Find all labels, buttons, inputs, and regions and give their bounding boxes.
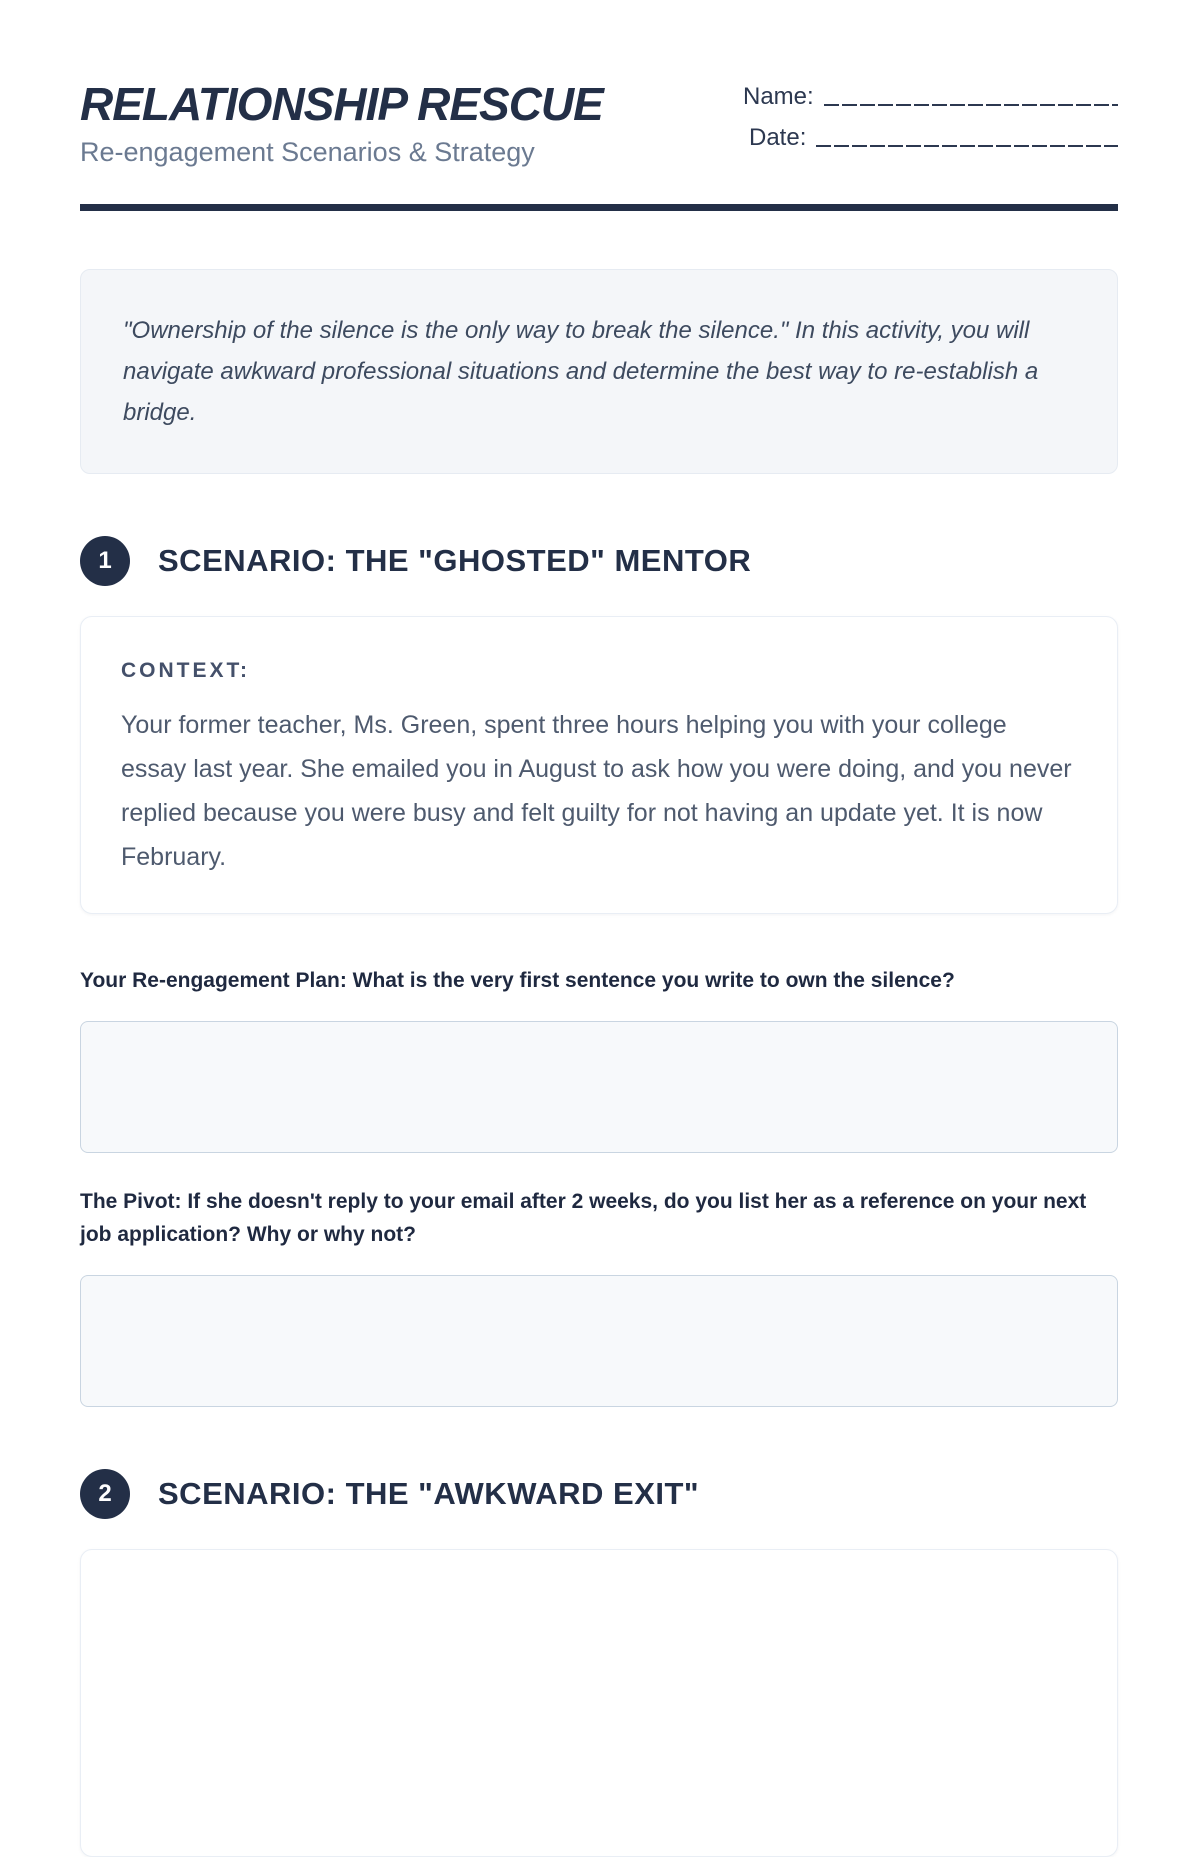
page-subtitle: Re-engagement Scenarios & Strategy (80, 137, 535, 168)
question-1-answer-input[interactable] (80, 1021, 1118, 1153)
section-2-header (80, 1469, 1118, 1519)
title-block (80, 80, 603, 168)
question-2-label: The Pivot: If she doesn't reply to your email after 2 weeks, do you list her as a reference on your next job application? Why or why not? (80, 1190, 1087, 1247)
date-field-row (743, 124, 1118, 152)
date-label: Date: (749, 124, 807, 151)
name-blank-line (824, 104, 1118, 106)
question-1-label: Your Re-engagement Plan: What is the very first sentence you write to own the silence? (80, 969, 955, 993)
intro-quote-text: "Ownership of the silence is the only way to break the silence." In this activity, you will navigate awkward professional situations and determine the best way to re-establish a bridge. (123, 317, 1039, 427)
date-blank-line (816, 145, 1118, 147)
header (80, 80, 1118, 168)
section-2-number-badge: 2 (80, 1469, 130, 1519)
name-field-row (743, 83, 1118, 111)
context-text: Your former teacher, Ms. Green, spent three hours helping you with your college essay last year. She emailed you in August to ask how you were doing, and you never replied because you were busy and felt guilty for not having an update yet. It is now February. (121, 711, 1072, 872)
section-1-header (80, 536, 1118, 586)
name-date-fields (743, 80, 1118, 165)
section-1-context-card (80, 616, 1118, 914)
page-title: RELATIONSHIP RESCUE (80, 78, 603, 130)
context-label: CONTEXT: (121, 659, 250, 683)
name-label: Name: (743, 83, 814, 110)
section-1-title: SCENARIO: THE "GHOSTED" MENTOR (158, 543, 752, 579)
question-2-answer-input[interactable] (80, 1275, 1118, 1407)
section-2-context-card (80, 1549, 1118, 1857)
header-divider (80, 204, 1118, 211)
section-1-number-badge: 1 (80, 536, 130, 586)
section-2-title: SCENARIO: THE "AWKWARD EXIT" (158, 1476, 700, 1512)
intro-quote-box (80, 269, 1118, 474)
